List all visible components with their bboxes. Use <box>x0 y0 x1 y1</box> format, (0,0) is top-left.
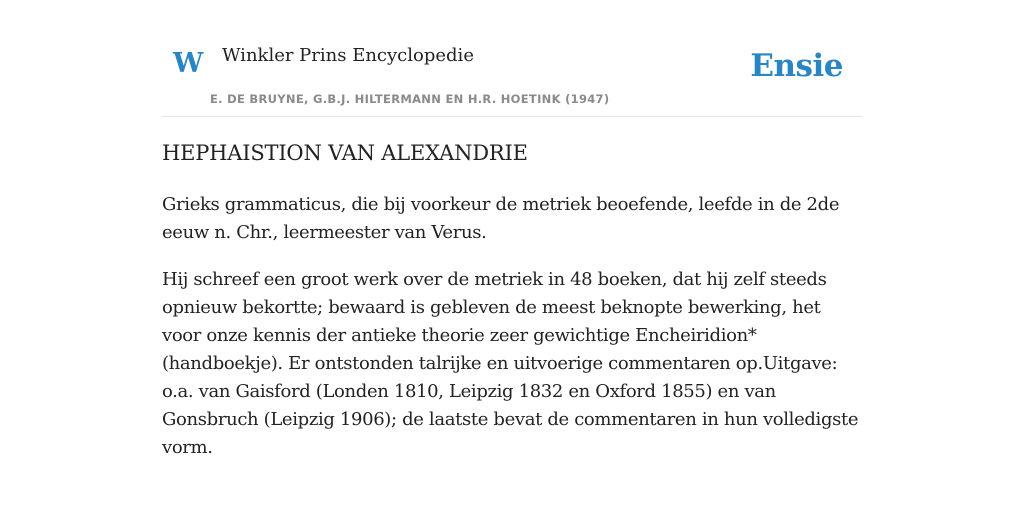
entry-content <box>162 140 862 462</box>
entry-paragraph: Hij schreef een groot werk over de metriek in 48 boeken, dat hij zelf steeds opnieuw bekortte; bewaard is gebleven de meest beknopte bewerking, het voor onze kennis der antieke theorie zeer gewichtige Encheiridion* (handboekje). Er ontstonden talrijke en uitvoerige commentaren op.Uitgave: o.a. van Gaisford (Londen 1810, Leipzig 1832 en Oxford 1855) en van Gonsbruch (Leipzig 1906); de laatste bevat de commentaren in hun volledigste vorm. <box>162 269 859 459</box>
encyclopedia-authors: E. DE BRUYNE, G.B.J. HILTERMANN EN H.R. HOETINK (1947) <box>210 92 610 106</box>
encyclopedia-title[interactable]: Winkler Prins Encyclopedie <box>222 45 474 66</box>
entry-paragraph: Grieks grammaticus, die bij voorkeur de metriek beoefende, leefde in de 2de eeuw n. Chr., leermeester van Verus. <box>162 194 840 244</box>
entry-title: HEPHAISTION VAN ALEXANDRIE <box>162 141 528 165</box>
encyclopedia-header <box>162 0 862 117</box>
encyclopedia-logo[interactable]: W <box>173 48 204 79</box>
ensie-brand-logo[interactable]: Ensie <box>750 48 843 84</box>
